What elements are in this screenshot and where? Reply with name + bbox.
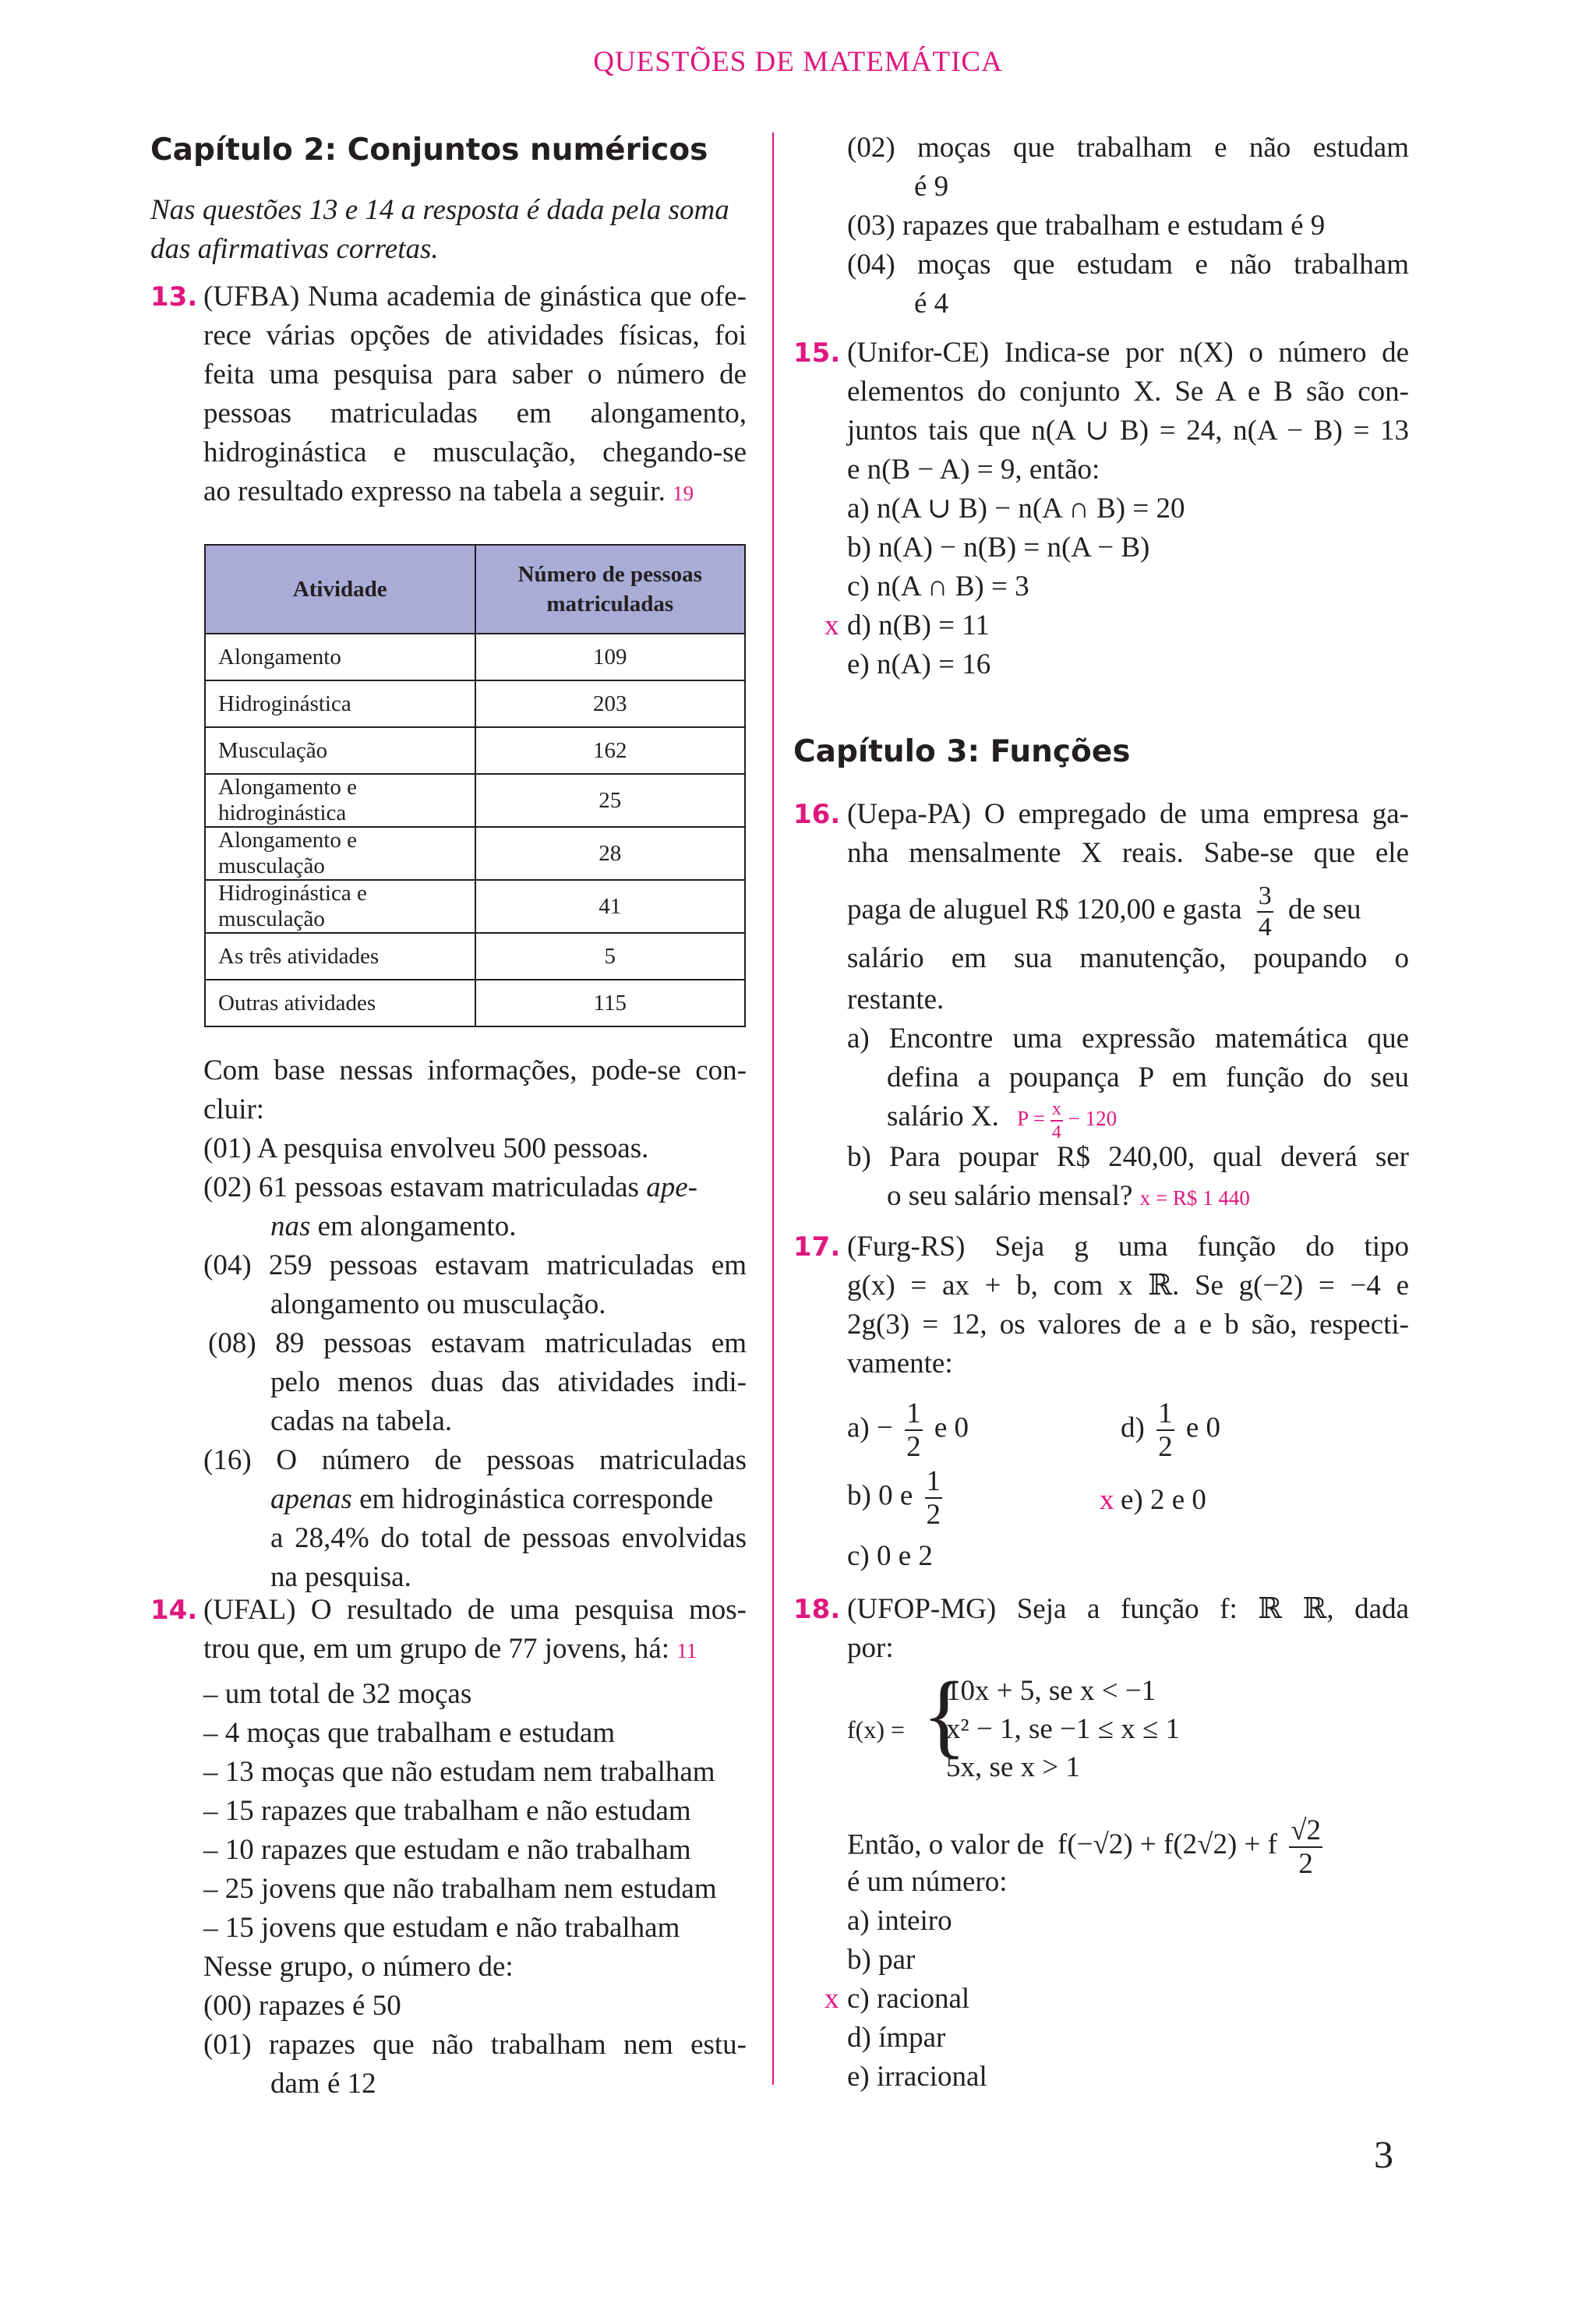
q18-line-1: (UFOP-MG) Seja a função f: ℝ ℝ, dada [847,1593,1409,1625]
q17-option-d: d) $\frac{1}{2}$ e 0 [1121,1397,1221,1463]
q18-option-d: d) ímpar [847,2022,946,2054]
question-13-number: 13. [150,281,198,313]
table-row [205,980,745,1026]
q13-line-2: rece várias opções de atividades físicas, foi [203,320,747,352]
table-row [205,774,745,827]
q13-opt-08-line-2: pelo menos duas das atividades indi- [270,1366,747,1398]
q13-opt-04-line-2: alongamento ou musculação. [270,1288,606,1320]
q14-prompt: Nesse grupo, o número de: [203,1951,514,1983]
q14-opt-00: (00) rapazes é 50 [203,1990,401,2022]
q16-line-3: paga de aluguel R$ 120,00 e gasta $\frac{3}{4}$ de seu [847,881,1361,942]
q16-line-5: restante. [847,984,945,1016]
q13-opt-16-line-2: apenas em hidroginástica corresponde [270,1483,714,1515]
q16-b-line-1: b) Para poupar R$ 240,00, qual deverá ser [847,1141,1409,1173]
table-cell: Alongamento e hidroginástica [205,774,475,827]
table-cell: 109 [475,634,746,680]
q14-opt-03: (03) rapazes que trabalham e estudam é 9 [847,210,1326,242]
table-cell: 5 [475,933,746,980]
q14-line-1: (UFAL) O resultado de uma pesquisa mos- [203,1594,747,1626]
q15-line-2: elementos do conjunto X. Se A e B são con- [847,376,1409,408]
question-16-number: 16. [793,799,841,830]
q17-option-e: e) 2 e 0 [1121,1484,1206,1516]
q15-answer-mark: x [824,609,839,641]
q15-line-1: (Unifor-CE) Indica-se por n(X) o número de [847,337,1409,369]
q18-option-e: e) irracional [847,2061,987,2093]
q14-item: – 10 rapazes que estudam e não trabalham [203,1834,691,1866]
q13-opt-08-line-3: cadas na tabela. [270,1405,453,1437]
q14-opt-01-line-2: dam é 12 [270,2068,376,2100]
q14-item: – 4 moças que trabalham e estudam [203,1717,616,1749]
q14-opt-02-line-1: (02) moças que trabalham e não estudam [847,132,1409,164]
question-15-number: 15. [793,337,841,369]
q13-opt-16-line-1: (16) O número de pessoas matriculadas [203,1444,747,1476]
q18-expression-line: Então, o valor de f(−√2) + f(2√2) + f $\frac{√2}{2}$ [847,1814,1322,1880]
piecewise-case-2: x² − 1, se −1 ≤ x ≤ 1 [946,1713,1181,1745]
q17-line-3: 2g(3) = 12, os valores de a e b são, respecti- [847,1309,1409,1341]
q13-answer: 19 [673,482,694,505]
question-18-number: 18. [793,1594,841,1625]
table-cell: Outras atividades [205,980,475,1026]
q17-line-1: (Furg-RS) Seja g uma função do tipo [847,1231,1409,1263]
q14-item: – 15 jovens que estudam e não trabalham [203,1912,680,1944]
table-row [205,727,745,774]
activity-table [204,544,746,1027]
q17-line-4: vamente: [847,1348,953,1380]
table-cell: 162 [475,727,746,774]
table-header-activity: Atividade [205,545,475,634]
table-row [205,933,745,980]
piecewise-label: f(x) = [847,1715,906,1743]
table-cell: As três atividades [205,933,475,980]
q17-line-2: g(x) = ax + b, com x ℝ. Se g(−2) = −4 e [847,1270,1409,1302]
q16-line-2: nha mensalmente X reais. Sabe-se que ele [847,837,1409,869]
q13-line-4: pessoas matriculadas em alongamento, [203,397,747,429]
q14-opt-04-line-1: (04) moças que estudam e não trabalham [847,249,1409,281]
table-row [205,680,745,727]
q13-after-2: cluir: [203,1093,265,1125]
q16-a-line-1: a) Encontre uma expressão matemática que [847,1023,1409,1055]
q13-line-1: (UFBA) Numa academia de ginástica que ofe- [203,281,747,313]
q14-line-2: trou que, em um grupo de 77 jovens, há: 11 [203,1633,697,1665]
table-cell: 115 [475,980,746,1026]
table-cell: 203 [475,680,746,727]
q18-answer-mark: x [824,1983,839,2015]
q14-opt-02-line-2: é 9 [914,171,949,203]
q13-opt-04-line-1: (04) 259 pessoas estavam matriculadas em [203,1249,747,1281]
q18-line-2: por: [847,1632,894,1664]
intro-line-2: das afirmativas corretas. [150,233,439,265]
q13-line-6: ao resultado expresso na tabela a seguir. 19 [203,475,694,507]
q14-opt-01-line-1: (01) rapazes que não trabalham nem estu- [203,2029,747,2061]
q16-a-line-3: salário X. P = $\frac{x}{4}$ − 120 [887,1098,1118,1143]
q13-line-5: hidroginástica e musculação, chegando-se [203,436,747,468]
q15-line-4: e n(B − A) = 9, então: [847,454,1100,486]
q15-option-a: a) n(A ∪ B) − n(A ∩ B) = 20 [847,493,1185,525]
q13-opt-16-line-4: na pesquisa. [270,1561,411,1593]
q16-line-4: salário em sua manutenção, poupando o [847,942,1409,974]
q14-item: – 25 jovens que não trabalham nem estudam [203,1873,717,1905]
q16-a-line-2: defina a poupança P em função do seu [887,1062,1409,1093]
table-cell: 28 [475,827,746,880]
q15-option-c: c) n(A ∩ B) = 3 [847,571,1029,602]
q14-item: – 15 rapazes que trabalham e não estudam [203,1795,691,1827]
q16-answer-a: P = $\frac{x}{4}$ − 120 [1017,1098,1118,1143]
q14-item: – um total de 32 moças [203,1678,472,1710]
q17-option-a: a) − $\frac{1}{2}$ e 0 [847,1397,969,1463]
table-cell: 25 [475,774,746,827]
chapter-2-title: Capítulo 2: Conjuntos numéricos [150,132,708,168]
q13-opt-16-line-3: a 28,4% do total de pessoas envolvidas [270,1522,747,1554]
column-divider [772,132,774,2085]
table-cell: Hidroginástica [205,680,475,727]
table-cell: Musculação [205,727,475,774]
q16-b-line-2: o seu salário mensal? x = R$ 1 440 [887,1180,1250,1212]
table-cell: Alongamento e musculação [205,827,475,880]
q13-opt-02-line-2: nas em alongamento. [270,1210,517,1242]
intro-line-1: Nas questões 13 e 14 a resposta é dada pela soma [150,194,729,226]
question-14-number: 14. [150,1595,198,1626]
question-17-number: 17. [793,1231,841,1263]
table-cell: 41 [475,880,746,933]
fraction-three-quarters: $\frac{3}{4}$ [1258,881,1272,942]
q13-opt-02-line-1: (02) 61 pessoas estavam matriculadas ape- [203,1171,697,1203]
q15-option-b: b) n(A) − n(B) = n(A − B) [847,532,1150,564]
table-cell: Hidroginástica e musculação [205,880,475,933]
q18-option-b: b) par [847,1944,916,1976]
q18-is-number: é um número: [847,1866,1008,1898]
piecewise-brace: { [922,1662,967,1766]
piecewise-case-1: 10x + 5, se x < −1 [946,1675,1156,1707]
q13-after-1: Com base nessas informações, pode-se con- [203,1055,747,1086]
table-row [205,634,745,680]
q13-opt-08-line-1: (08) 89 pessoas estavam matriculadas em [208,1327,747,1359]
q13-opt-01: (01) A pesquisa envolveu 500 pessoas. [203,1132,649,1164]
table-row [205,827,745,880]
q18-option-a: a) inteiro [847,1905,952,1937]
q15-option-d: d) n(B) = 11 [847,609,990,641]
table-row [205,880,745,933]
q17-answer-mark: x [1100,1484,1114,1516]
q18-option-c: c) racional [847,1983,970,2015]
q13-line-3: feita uma pesquisa para saber o número de [203,359,747,390]
piecewise-case-3: 5x, se x > 1 [946,1751,1080,1783]
q14-item: – 13 moças que não estudam nem trabalham [203,1756,715,1788]
table-cell: Alongamento [205,634,475,680]
table-header-count: Número de pessoas matriculadas [475,545,746,634]
q17-option-c: c) 0 e 2 [847,1540,933,1572]
q15-line-3: juntos tais que n(A ∪ B) = 24, n(A − B) = 13 [847,415,1409,447]
q15-option-e: e) n(A) = 16 [847,648,991,680]
q17-option-b: b) 0 e $\frac{1}{2}$ [847,1465,941,1531]
q14-answer: 11 [676,1639,697,1662]
page-number: 3 [1374,2132,1393,2176]
page-header: QUESTÕES DE MATEMÁTICA [593,46,1003,78]
q14-opt-04-line-2: é 4 [914,288,949,320]
chapter-3-title: Capítulo 3: Funções [793,734,1131,769]
q16-answer-b: x = R$ 1 440 [1139,1186,1250,1210]
q16-line-1: (Uepa-PA) O empregado de uma empresa ga- [847,798,1409,830]
